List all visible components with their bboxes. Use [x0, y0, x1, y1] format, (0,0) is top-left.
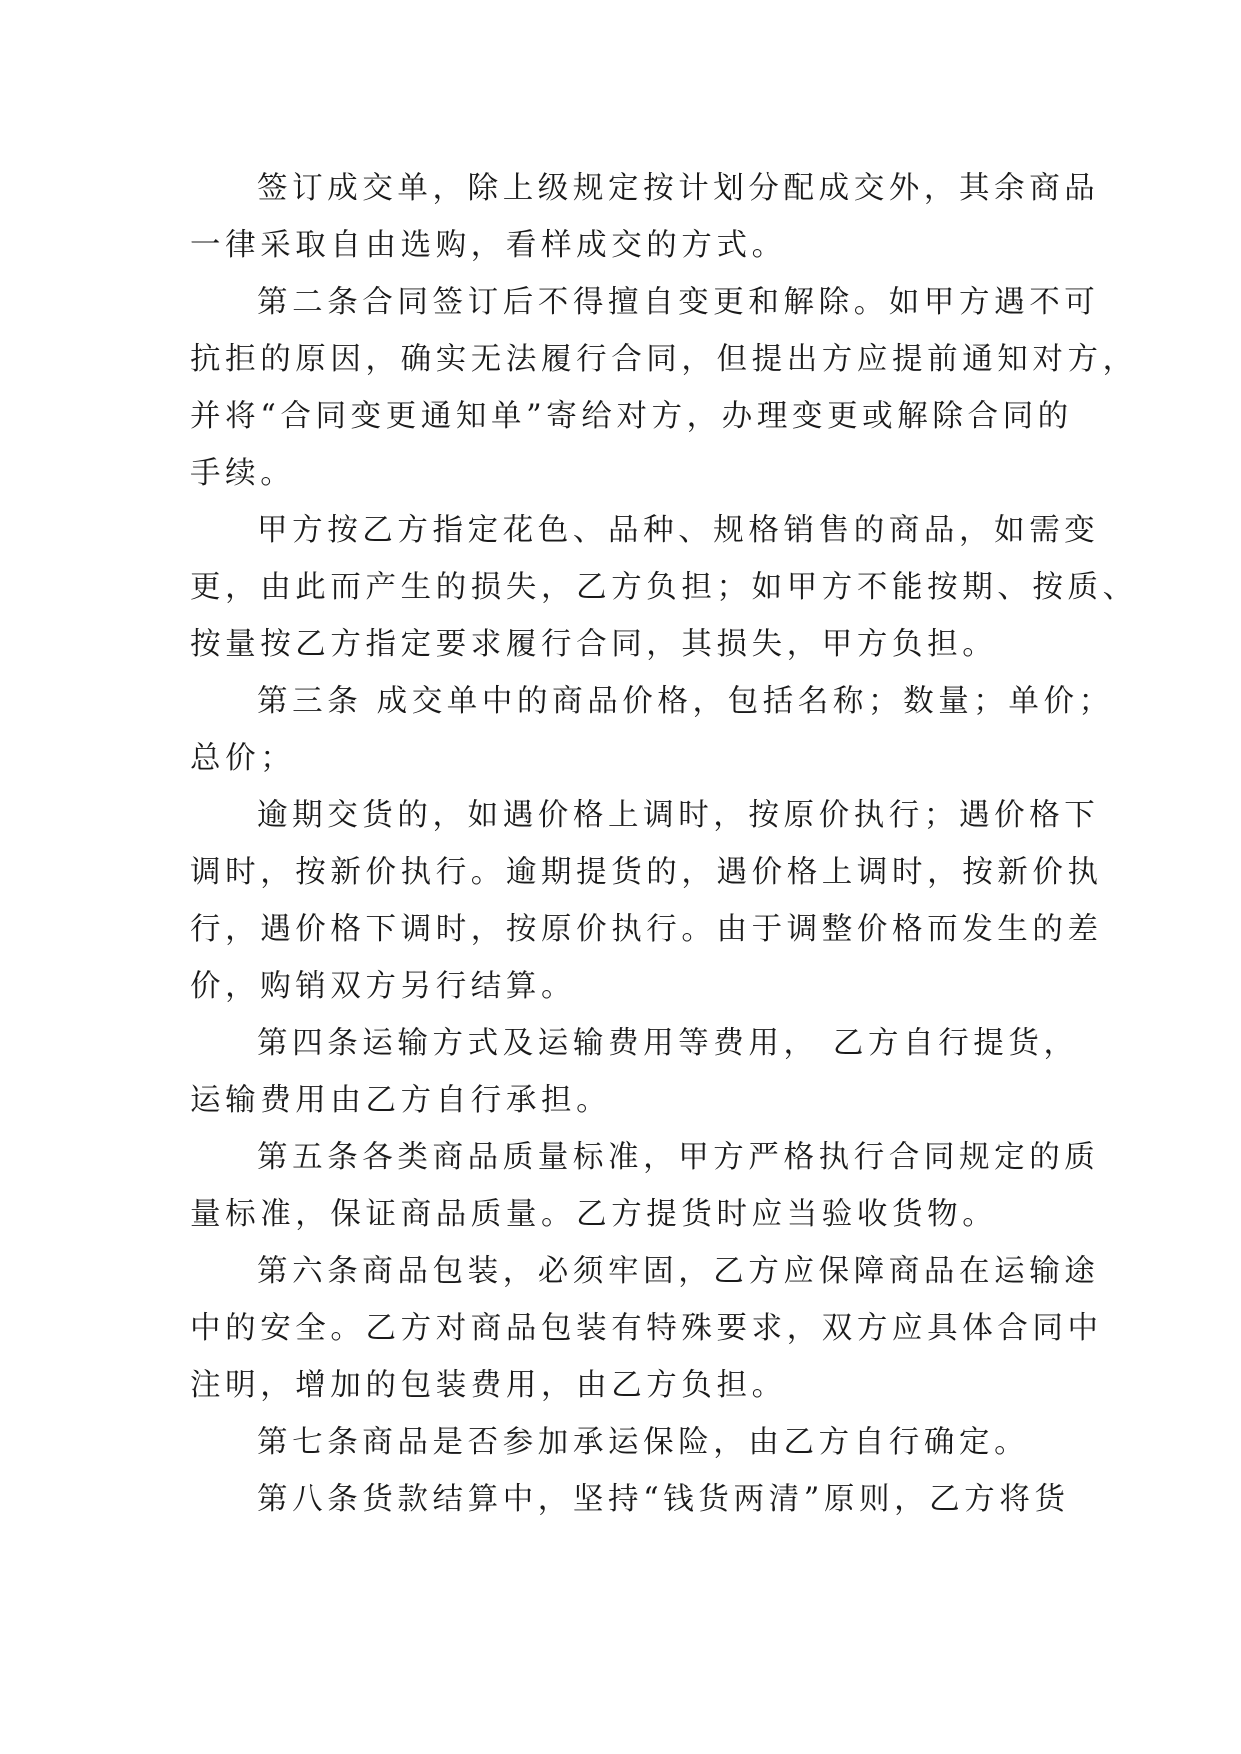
paragraph-article-6 — [190, 1243, 1103, 1414]
text-line: 第七条商品是否参加承运保险，由乙方自行确定。 — [257, 1425, 1030, 1460]
text-line: 一律采取自由选购，看样成交的方式。 — [190, 228, 787, 263]
text-line: 第三条 成交单中的商品价格，包括名称；数量；单价； — [257, 684, 1114, 719]
text-line: 第二条合同签订后不得擅自变更和解除。如甲方遇不可 — [257, 285, 1100, 320]
text-line: 并将“合同变更通知单”寄给对方，办理变更或解除合同的 — [190, 399, 1073, 434]
text-line: 按量按乙方指定要求履行合同，其损失，甲方负担。 — [190, 627, 998, 662]
text-line: 第八条货款结算中，坚持“钱货两清”原则，乙方将货 — [257, 1482, 1070, 1517]
text-line: 行，遇价格下调时，按原价执行。由于调整价格而发生的差 — [190, 912, 1103, 947]
paragraph-article-8 — [190, 1471, 1070, 1528]
paragraph-article-2 — [190, 274, 1138, 502]
paragraph-5 — [190, 787, 1103, 1015]
text-line: 调时，按新价执行。逾期提货的，遇价格上调时，按新价执 — [190, 855, 1103, 890]
text-line: 更，由此而产生的损失，乙方负担；如甲方不能按期、按质、 — [190, 570, 1138, 605]
text-line: 第五条各类商品质量标准，甲方严格执行合同规定的质 — [257, 1140, 1100, 1175]
paragraph-article-4 — [190, 1015, 1079, 1129]
text-line: 价，购销双方另行结算。 — [190, 969, 577, 1004]
paragraph-1 — [190, 160, 1100, 274]
text-line: 量标准，保证商品质量。乙方提货时应当验收货物。 — [190, 1197, 998, 1232]
text-line: 运输费用由乙方自行承担。 — [190, 1083, 612, 1118]
paragraph-3 — [190, 502, 1138, 673]
text-line: 总价； — [190, 741, 296, 776]
text-line: 第四条运输方式及运输费用等费用， 乙方自行提货， — [257, 1026, 1079, 1061]
paragraph-article-7 — [190, 1414, 1060, 1471]
text-line: 手续。 — [190, 456, 296, 491]
document-body — [190, 160, 1138, 1528]
text-line: 抗拒的原因，确实无法履行合同，但提出方应提前通知对方， — [190, 342, 1138, 377]
text-line: 中的安全。乙方对商品包装有特殊要求，双方应具体合同中 — [190, 1311, 1103, 1346]
text-line: 签订成交单，除上级规定按计划分配成交外，其余商品 — [257, 171, 1100, 206]
text-line: 逾期交货的，如遇价格上调时，按原价执行；遇价格下 — [257, 798, 1100, 833]
text-line: 第六条商品包装，必须牢固，乙方应保障商品在运输途 — [257, 1254, 1100, 1289]
paragraph-article-3 — [190, 673, 1114, 787]
text-line: 注明，增加的包装费用，由乙方负担。 — [190, 1368, 787, 1403]
text-line: 甲方按乙方指定花色、品种、规格销售的商品，如需变 — [257, 513, 1100, 548]
paragraph-article-5 — [190, 1129, 1100, 1243]
